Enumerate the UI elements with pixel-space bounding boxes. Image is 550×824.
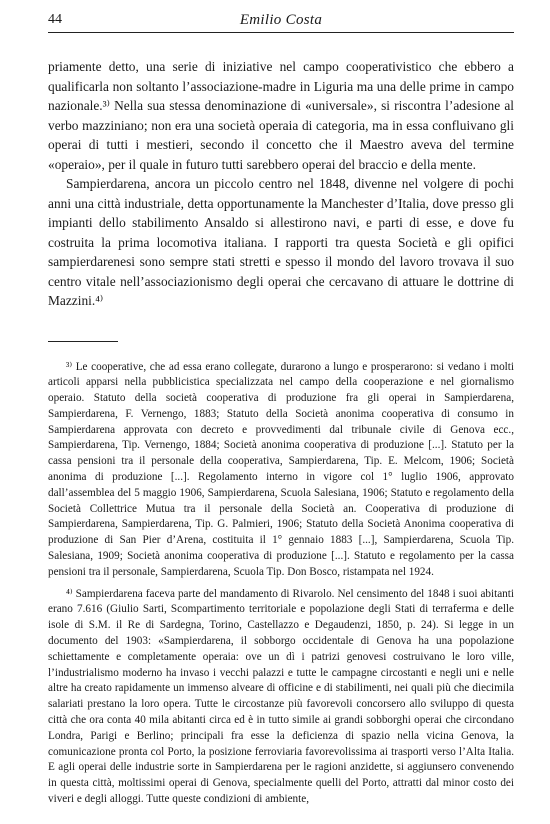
main-text (48, 57, 514, 311)
running-title: Emilio Costa (239, 12, 323, 28)
footnote-3: ³⁾ Le cooperative, che ad essa erano collegate, durarono a lungo e prosperarono: si vedano i molti articoli apparsi nella pubblicistica specializzata nel campo della cooperazione e nel giornalismo operaio. Statuto della società cooperativa di produzione fra gli operai in Sampierdarena, Sampierdarena, F. Vernengo, 1883; Statuto della Società anonima cooperativa di consumo in Sampierdarena approvata con decreto e provvedimenti dal tribunale civile di Genova ecc., Sampierdarena, Tip. Vernengo, 1884; Società anonima cooperativa di produzione [...]. Statuto per la cassa pensioni tra il personale della cooperativa, Sampierdarena, Tip. E. Melcom, 1906; Società anonima di produzione [...]. Regolamento interno in vigore col 1° luglio 1906, approvato dall’assemblea del 5 maggio 1906, Sampierdarena, Scuola Salesiana, 1906; Statuto e regolamento della Società Collettrice Mutua tra il personale della Società an. Cooperativa di produzione di Sampierdarena, Sampierdarena, Tip. G. Palmieri, 1906; Statuto della Società Anonima cooperativa di produzione di San Pier d’Arena, costituita il 1° gennaio 1883 [...], Sampierdarena, Scuola Tip. Salesiana, 1909; Società anonima cooperativa di produzione [...]. Statuto e regolamento per la cassa pensioni tra il personale, Sampierdarena, Scuola Tip. Don Bosco, ristampata nel 1924. (48, 360, 514, 578)
body-paragraph: priamente detto, una serie di iniziative nel campo cooperativistico che ebbero a qualificarla non soltanto l’associazione-madre in Liguria ma una delle prime in campo nazionale.³⁾ Nella sua stessa denominazione di «universale», si riscontra l’adesione al verbo mazziniano; non era una società operaia di categoria, ma in essa confluivano gli operai di tutti i mestieri, secondo il concetto che il Maestro aveva del termine «operaio», per il quale in futuro tutti sarebbero operai del braccio e della mente. (48, 59, 514, 172)
footnote-separator (48, 341, 118, 342)
book-page (48, 12, 514, 814)
page-header (48, 12, 514, 33)
page-number: 44 (48, 12, 62, 27)
body-paragraph: Sampierdarena, ancora un piccolo centro nel 1848, divenne nel volgere di pochi anni una città industriale, detta opportunamente la Manchester d’Italia, dove presso gli impianti dello stabilimento Ansaldo si allestirono navi, e parti di esse, e dove fu costruita la prima locomotiva italiana. I rapporti tra questa Società e gli opifici sampierdarenesi sono sempre stati stretti e spesso il mondo del lavoro trovava il suo centro vitale nell’associazionismo degli operai che cercavano di attuare le dottrine di Mazzini.⁴⁾ (48, 176, 514, 308)
footnote-4: ⁴⁾ Sampierdarena faceva parte del mandamento di Rivarolo. Nel censimento del 1848 i suoi abitanti erano 7.616 (Giulio Sarti, Scompartimento territoriale e popolazione degli Stati di terraferma e delle isole di S.M. il Re di Sardegna, Torino, Castellazzo e Degaudenzi, 1850, p. 24). Si legge in un documento del 1903: «Sampierdarena, il sobborgo occidentale di Genova ha una popolazione schiettamente e completamente operaia: ove un dì i patrizi genovesi costruivano le loro ville, l’industrialismo moderno ha invaso i vecchi palazzi e tutte le campagne circostanti e negli uni e nelle altre ha creato rapidamente un immenso alveare di officine e di stabilimenti, nei quali più che diecimila salariati prestano la loro opera. Tutte le circostanze più favorevoli concorsero allo sviluppo di questa città che ora conta 40 mila abitanti circa ed è in tutto simile ai grandi sobborghi operai che circondano Londra, Parigi e Berlino; principali fra esse la deficienza di spazio nella vicina Genova, la comunicazione pronta col Porto, la posizione ferroviaria favorevolissima ai trasporti verso l’Alta Italia. E agli operai delle industrie sorte in Sampierdarena per le ragioni anzidette, si aggiunsero convenendo in questa città, moltissimi operai di Genova, specialmente quelli del Porto, attratti dal minor costo dei viveri e degli alloggi. Tutte queste condizioni di ambiente, (48, 587, 514, 806)
footnotes (48, 360, 514, 808)
